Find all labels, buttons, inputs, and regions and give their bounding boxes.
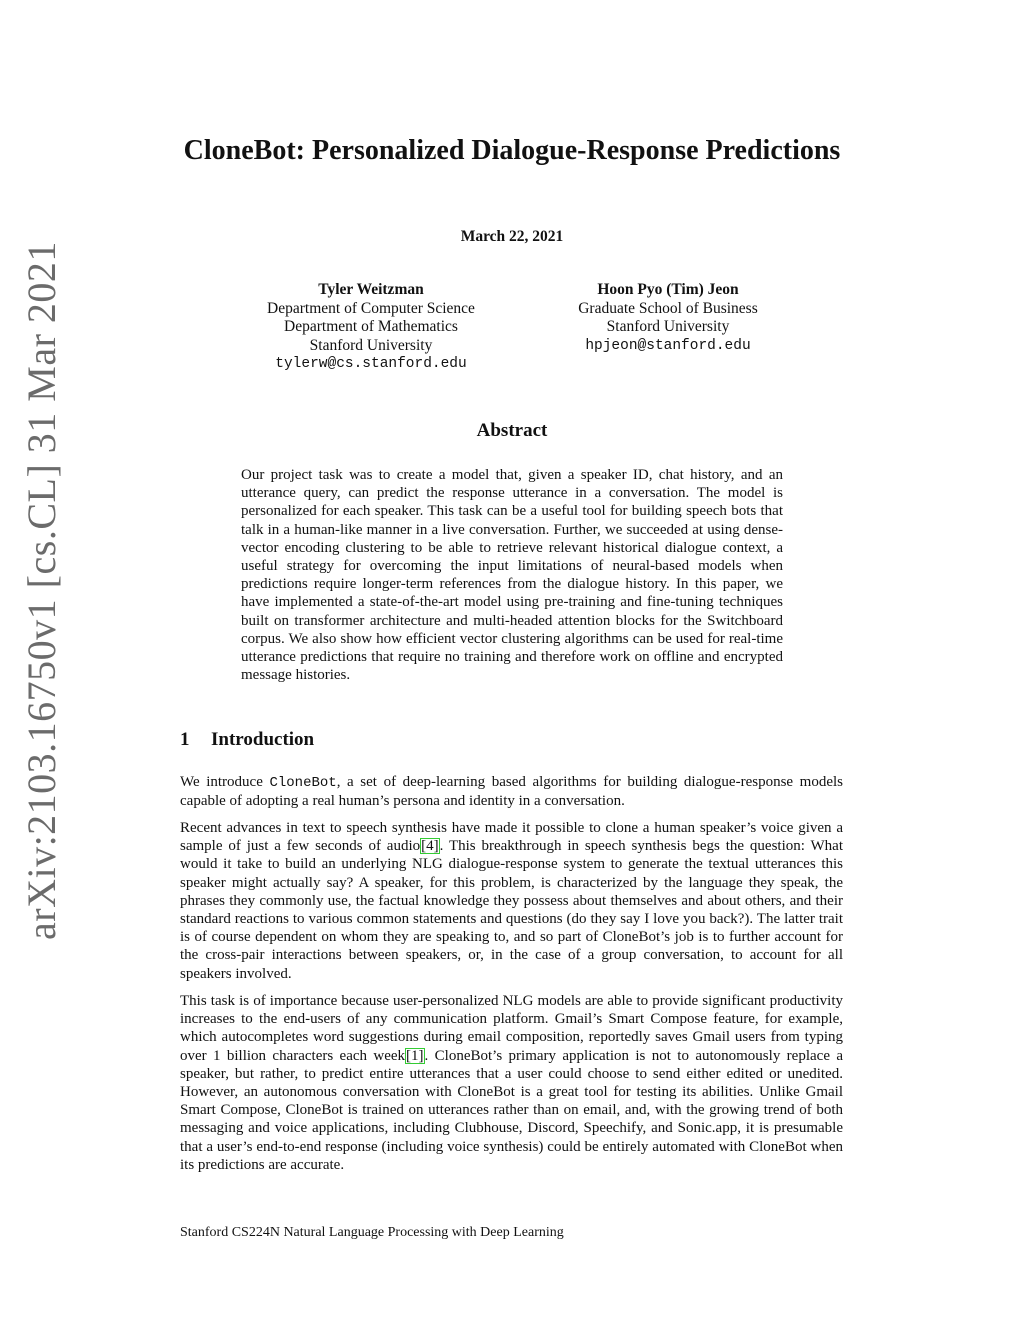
intro-paragraph-2 <box>180 819 843 983</box>
author-affiliation: Stanford University <box>606 318 730 335</box>
author-affiliation: Department of Mathematics <box>284 318 458 335</box>
abstract-text: Our project task was to create a model that, given a speaker ID, chat history, and an utterance query, can predict the response utterance in a conversation. The model is personalized for each speaker. This task can be a useful tool for building speech bots that talk in a human-like manner in a live conversation. Further, we succeeded at using dense-vector encoding clustering to be able to retrieve relevant historical dialogue context, a useful strategy for overcoming the input limitations of neural-based models when predictions require longer-term references from the dialogue history. In this paper, we have implemented a state-of-the-art model using pre-training and fine-tuning techniques built on transformer architecture and multi-headed attention blocks for the Switchboard corpus. We also show how efficient vector clustering algorithms can be used for real-time utterance predictions that require no training and therefore work on offline and encrypted message histories. <box>241 467 783 684</box>
paragraph-text: . This breakthrough in speech synthesis begs the question: What would it take to build an underlying NLG dialogue-response system to generate the textual utterances this speaker might actually say? A speaker, for this problem, is characterized by the language they speak, the phrases they commonly use, the factual knowledge they possess about themselves and about others, and their standard reactions to various common statements and questions (do they say I love you back?). The latter trait is of course dependent on whom they are speaking to, and so part of CloneBot’s job is to further account for the cross-pair interactions between speakers, or, in the case of a group conversation, to account for all speakers involved. <box>180 838 843 982</box>
author-email[interactable]: tylerw@cs.stanford.edu <box>275 356 467 372</box>
author-email[interactable]: hpjeon@stanford.edu <box>585 337 751 354</box>
section-number: 1 <box>180 729 190 750</box>
author-affiliation: Graduate School of Business <box>578 299 758 317</box>
section-title: Introduction <box>211 729 315 750</box>
citation-link-4[interactable]: [4] <box>421 838 439 855</box>
abstract-heading: Abstract <box>476 420 548 441</box>
author-name: Tyler Weitzman <box>318 281 424 298</box>
paper-date: March 22, 2021 <box>460 228 564 245</box>
paper-title: CloneBot: Personalized Dialogue-Response Predictions <box>183 135 841 166</box>
clonebot-code-text: CloneBot <box>269 775 337 791</box>
citation-link-1[interactable]: [1] <box>406 1047 424 1064</box>
author-block-1 <box>232 281 510 374</box>
author-affiliation: Department of Computer Science <box>267 299 475 317</box>
paragraph-text: . CloneBot’s primary application is not to autonomously replace a speaker, but rather, to predict entire utterances that a user could choose to send either edited or unedited. However, an autonomous conversation with CloneBot is a great tool for testing its abilities. Unlike Gmail Smart Compose, CloneBot is trained on utterances rather than on email, and, with the growing trend of both messaging and voice applications, including Clubhouse, Discord, Speechify, and Sonic.app, it is presumable that a user’s end-to-end response (including voice synthesis) could be entirely automated with CloneBot when its predictions are accurate. <box>180 1047 843 1173</box>
author-name: Hoon Pyo (Tim) Jeon <box>597 281 739 298</box>
paragraph-text: Recent advances in text to speech synthesis have made it possible to clone a human speaker’s voice given a sample of just a few seconds of audio <box>180 820 843 855</box>
page-footer: Stanford CS224N Natural Language Processing with Deep Learning <box>180 1225 564 1240</box>
paragraph-text: , a set of deep-learning based algorithms for building dialogue-response models capable of adopting a real human’s persona and identity in a conversation. <box>180 774 843 810</box>
author-affiliation: Stanford University <box>309 336 433 354</box>
intro-paragraph-1 <box>180 773 843 810</box>
paragraph-text: This task is of importance because user-personalized NLG models are able to provide significant productivity increases to the end-users of any communication platform. Gmail’s Smart Compose feature, for example, which autocompletes word suggestions during email composition, reportedly saves Gmail users from typing over 1 billion characters each week <box>180 993 843 1064</box>
intro-paragraph-3 <box>180 992 843 1174</box>
section-heading <box>180 729 314 751</box>
arxiv-identifier: arXiv:2103.16750v1 [cs.CL] 31 Mar 2021 <box>19 241 64 940</box>
paragraph-text: We introduce <box>180 774 270 790</box>
author-block-2 <box>540 281 796 355</box>
